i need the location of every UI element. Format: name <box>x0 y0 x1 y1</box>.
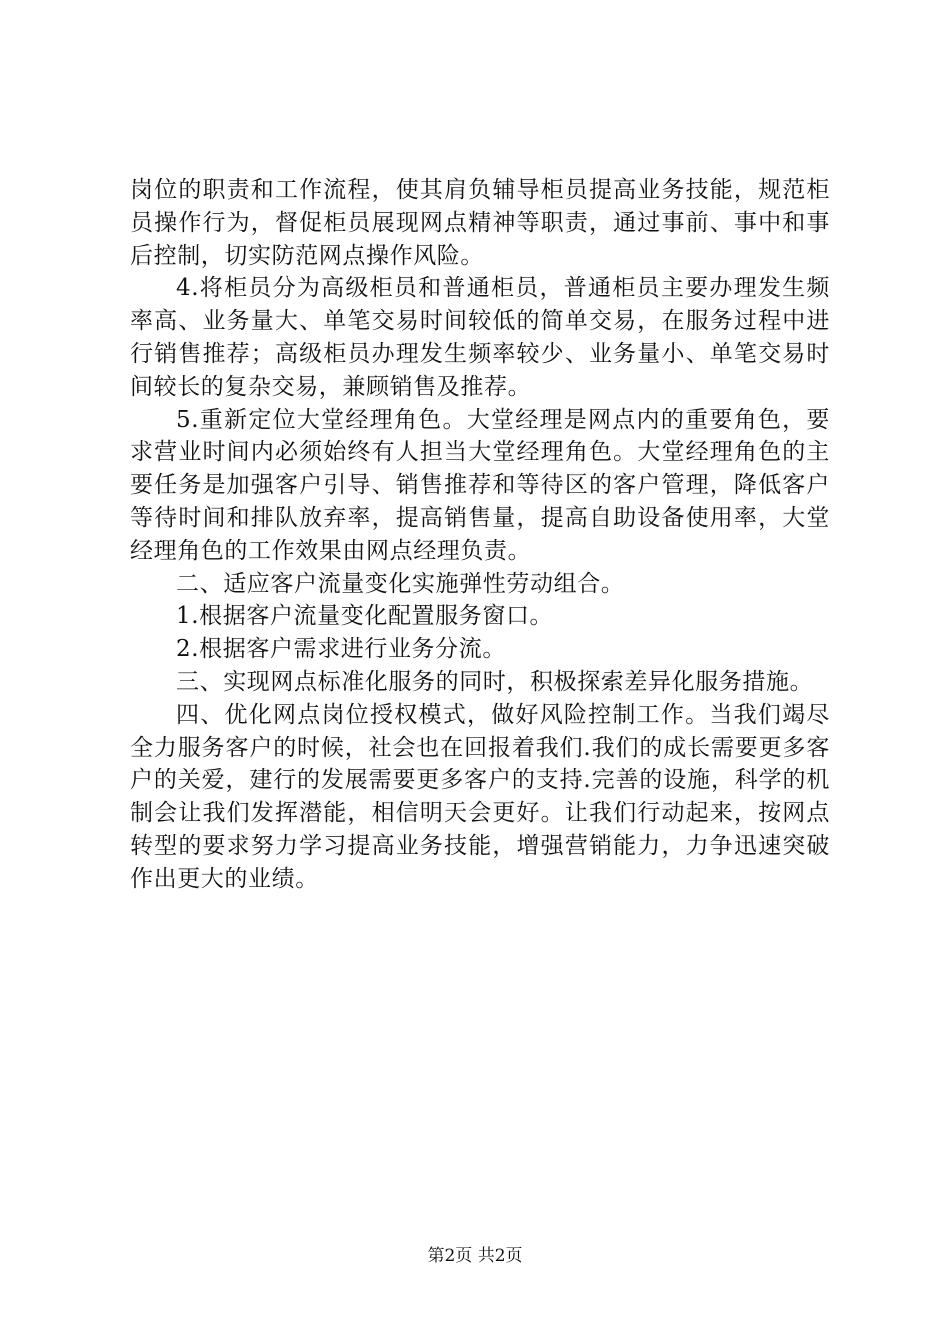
paragraph-6: 2.根据客户需求进行业务分流。 <box>176 636 506 663</box>
paragraph-2: 4.将柜员分为高级柜员和普通柜员，普通柜员主要办理发生频率高、业务量大、单笔交易时间较低的简单交易，在服务过程中进行销售推荐；高级柜员办理发生频率较少、业务量小、单笔交易时间较长的复杂交易，兼顾销售及推荐。 <box>130 275 830 400</box>
paragraph-7: 三、实现网点标准化服务的同时，积极探索差异化服务措施。 <box>176 668 814 695</box>
paragraph-4: 二、适应客户流量变化实施弹性劳动组合。 <box>176 570 625 597</box>
page-number-label: 第2页 共2页 <box>427 1246 523 1266</box>
paragraph-3: 5.重新定位大堂经理角色。大堂经理是网点内的重要角色，要求营业时间内必须始终有人担当大堂经理角色。大堂经理角色的主要任务是加强客户引导、销售推荐和等待区的客户管理，降低客户等待时间和排队放弃率，提高销售量，提高自助设备使用率，大堂经理角色的工作效果由网点经理负责。 <box>130 406 830 564</box>
paragraph-5: 1.根据客户流量变化配置服务窗口。 <box>176 603 554 630</box>
page-footer <box>0 1245 950 1267</box>
paragraph-8: 四、优化网点岗位授权模式，做好风险控制工作。当我们竭尽全力服务客户的时候，社会也在回报着我们.我们的成长需要更多客户的关爱，建行的发展需要更多客户的支持.完善的设施，科学的机制会让我们发挥潜能，相信明天会更好。让我们行动起来，按网点转型的要求努力学习提高业务技能，增强营销能力，力争迅速突破作出更大的业绩。 <box>130 701 830 892</box>
paragraph-1: 岗位的职责和工作流程，使其肩负辅导柜员提高业务技能，规范柜员操作行为，督促柜员展现网点精神等职责，通过事前、事中和事后控制，切实防范网点操作风险。 <box>130 177 830 269</box>
document-body <box>130 174 830 896</box>
